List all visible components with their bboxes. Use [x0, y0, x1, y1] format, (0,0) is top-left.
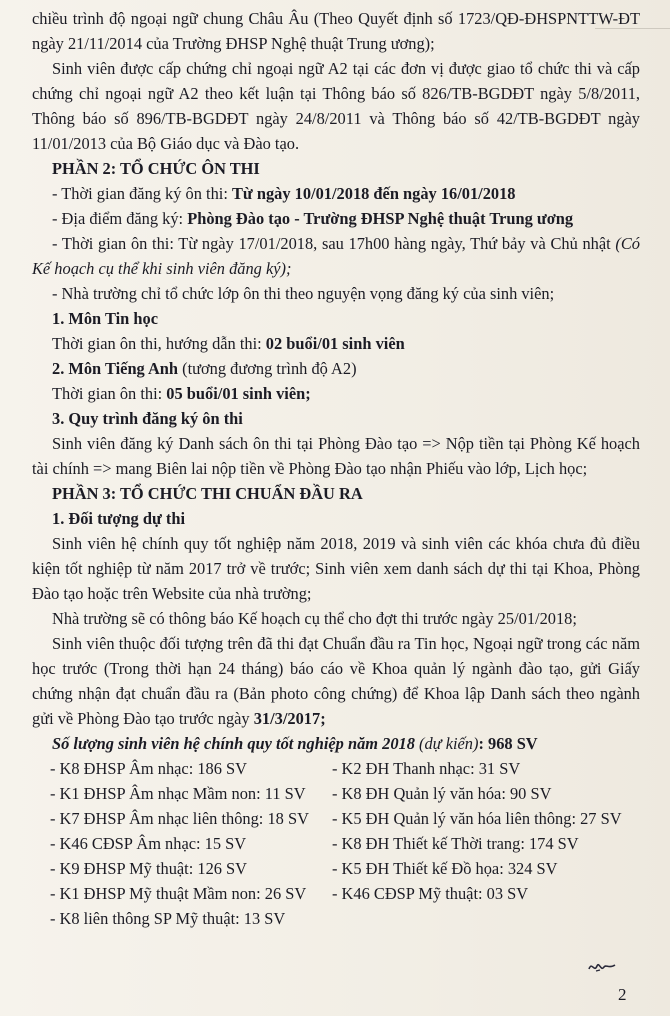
study-time-note: (Có Kế hoạch cụ thể khi sinh viên đăng ký); [32, 234, 640, 278]
registration-time: - Thời gian đăng ký ôn thi: Từ ngày 10/01/2018 đến ngày 16/01/2018 [52, 184, 516, 203]
procedure-heading: 3. Quy trình đăng ký ôn thi [52, 409, 243, 428]
list-item: - K5 ĐH Quản lý văn hóa liên thông: 27 SV [332, 809, 622, 828]
list-item: - K8 ĐH Quản lý văn hóa: 90 SV [332, 784, 552, 803]
registration-place: - Địa điểm đăng ký: Phòng Đào tạo - Trường ĐHSP Nghệ thuật Trung ương [52, 209, 574, 228]
target-heading: 1. Đối tượng dự thi [52, 509, 186, 528]
initials-signature-icon [587, 957, 617, 977]
registration-time-value: Từ ngày 10/01/2018 đến ngày 16/01/2018 [232, 184, 516, 203]
list-item: - K7 ĐHSP Âm nhạc liên thông: 18 SV [50, 809, 309, 828]
list-item [332, 906, 640, 931]
page-number: 2 [618, 985, 627, 1004]
paragraph-cefr: chiều trình độ ngoại ngữ chung Châu Âu (Theo Quyết định số 1723/QĐ-ĐHSPNTTW-ĐT ngày 21/11/2014 của Trường ĐHSP Nghệ thuật Trung ương); [32, 9, 640, 53]
notice-text: Nhà trường sẽ có thông báo Kế hoạch cụ thể cho đợt thi trước ngày 25/01/2018; [52, 609, 577, 628]
paragraph-a2-certificate: Sinh viên được cấp chứng chỉ ngoại ngữ A2 tại các đơn vị được giao tổ chức thi và cấp chứng chỉ ngoại ngữ A2 theo kết luận tại Thông báo số 826/TB-BGDĐT ngày 5/8/2011, Thông báo số 896/TB-BGDĐT ngày 24/8/2011 và Thông báo số 42/TB-BGDĐT ngày 11/01/2013 của Bộ Giáo dục và Đào tạo. [32, 59, 640, 153]
list-item: - K1 ĐHSP Mỹ thuật Mầm non: 26 SV [50, 884, 307, 903]
list-item: - K1 ĐHSP Âm nhạc Mầm non: 11 SV [50, 784, 306, 803]
list-item: - K8 ĐHSP Âm nhạc: 186 SV [50, 759, 247, 778]
it-study-time: Thời gian ôn thi, hướng dẫn thi: 02 buổi/01 sinh viên [52, 334, 405, 353]
list-item: - K9 ĐHSP Mỹ thuật: 126 SV [50, 859, 248, 878]
procedure-text: Sinh viên đăng ký Danh sách ôn thi tại Phòng Đào tạo => Nộp tiền tại Phòng Kế hoạch tài chính => mang Biên lai nộp tiền về Phòng Đào tạo nhận Phiếu vào lớp, Lịch học; [32, 434, 640, 478]
class-count-list [32, 756, 640, 931]
document-body [32, 6, 640, 931]
list-item: - K46 CĐSP Âm nhạc: 15 SV [50, 834, 247, 853]
graduate-count: Số lượng sinh viên hệ chính quy tốt nghiệp năm 2018 (dự kiến): 968 SV [52, 734, 538, 753]
only-by-request-note: - Nhà trường chỉ tổ chức lớp ôn thi theo nguyện vọng đăng ký của sinh viên; [52, 284, 555, 303]
list-item: - K8 liên thông SP Mỹ thuật: 13 SV [50, 909, 286, 928]
part3-heading: PHẦN 3: TỔ CHỨC THI CHUẨN ĐẦU RA [52, 484, 363, 503]
list-item: - K8 ĐH Thiết kế Thời trang: 174 SV [332, 834, 579, 853]
part2-heading: PHẦN 2: TỔ CHỨC ÔN THI [52, 159, 260, 178]
list-item: - K2 ĐH Thanh nhạc: 31 SV [332, 759, 521, 778]
passed-deadline: 31/3/2017; [253, 709, 326, 728]
english-subject-heading: 2. Môn Tiếng Anh (tương đương trình độ A2) [52, 359, 357, 378]
list-item: - K46 CĐSP Mỹ thuật: 03 SV [332, 884, 529, 903]
list-item: - K5 ĐH Thiết kế Đồ họa: 324 SV [332, 859, 558, 878]
registration-place-value: Phòng Đào tạo - Trường ĐHSP Nghệ thuật Trung ương [187, 209, 574, 228]
target-text: Sinh viên hệ chính quy tốt nghiệp năm 2018, 2019 và sinh viên các khóa chưa đủ điều kiện tốt nghiệp từ năm 2017 trở về trước; Sinh viên xem danh sách dự thi tại Khoa, Phòng Đào tạo hoặc trên Website của nhà trường; [32, 534, 640, 603]
passed-students-text: Sinh viên thuộc đối tượng trên đã thi đạt Chuẩn đầu ra Tin học, Ngoại ngữ trong các năm học trước (Trong thời hạn 24 tháng) báo cáo về Khoa quản lý ngành đào tạo, gửi Giấy chứng nhận đạt chuẩn đầu ra (Bản photo công chứng) để Khoa lập Danh sách theo ngành gửi về Phòng Đào tạo trước ngày 31/3/2017; [32, 634, 640, 728]
study-time: - Thời gian ôn thi: Từ ngày 17/01/2018, sau 17h00 hàng ngày, Thứ bảy và Chủ nhật (Có Kế hoạch cụ thể khi sinh viên đăng ký); [32, 234, 640, 278]
english-study-time: Thời gian ôn thi: 05 buổi/01 sinh viên; [52, 384, 311, 403]
it-subject-heading: 1. Môn Tin học [52, 309, 158, 328]
